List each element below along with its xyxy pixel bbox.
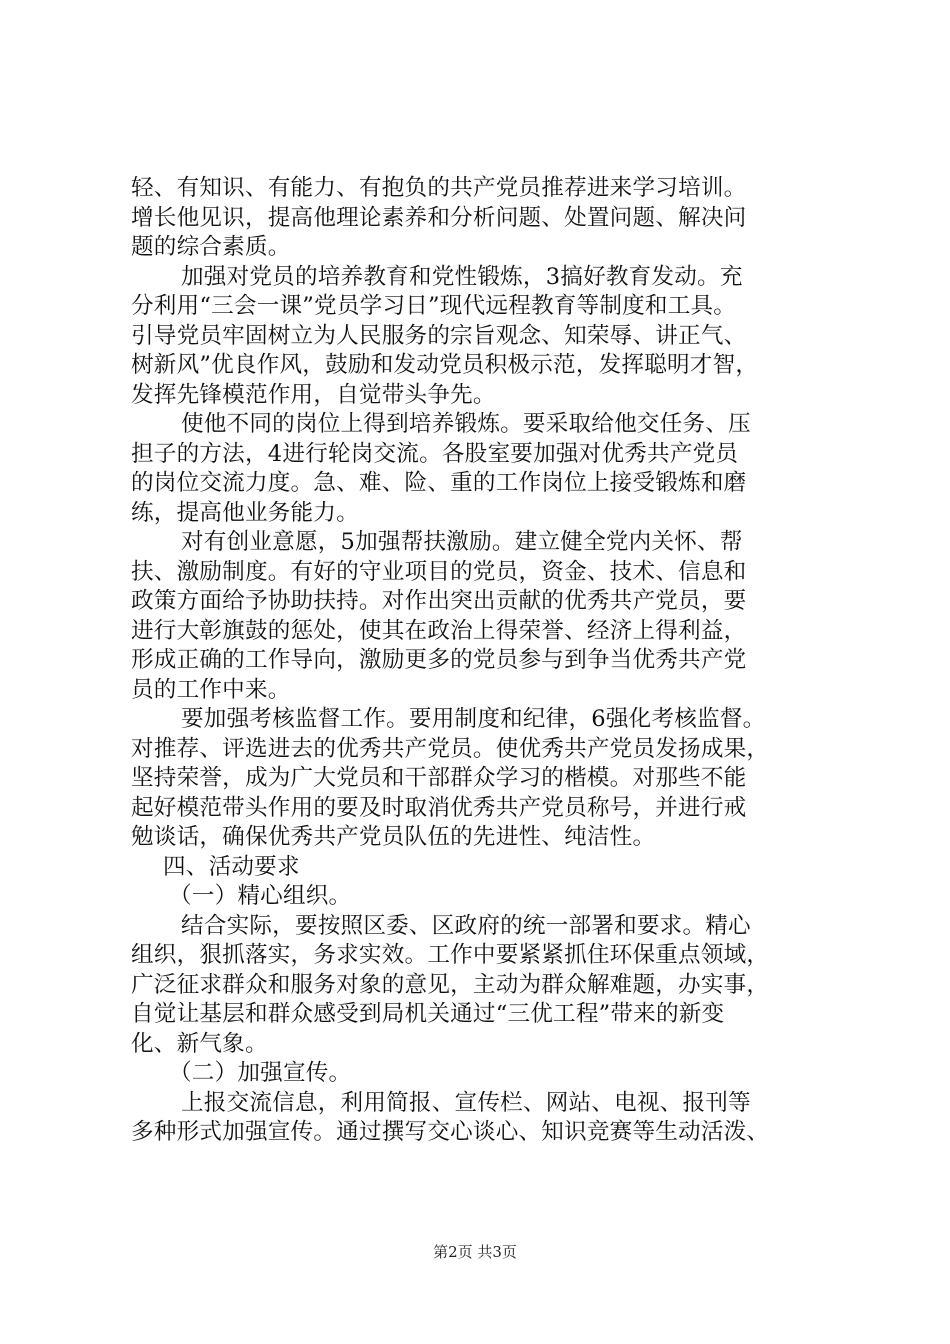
paragraph-first-line: 对有创业意愿，5加强帮扶激励。建立健全党内关怀、帮 xyxy=(181,529,743,555)
text-line: 轻、有知识、有能力、有抱负的共产党员推荐进来学习培训。 xyxy=(131,175,747,201)
paragraph-first-line: 使他不同的岗位上得到培养锻炼。要采取给他交任务、压 xyxy=(181,411,751,437)
text-line: 对推荐、评选进去的优秀共产党员。使优秀共产党员发扬成果， xyxy=(131,735,770,762)
text-line: 扶、激励制度。有好的守业项目的党员，资金、技术、信息和 xyxy=(131,558,747,585)
document-body xyxy=(131,174,847,1148)
text-line: 担子的方法，4进行轮岗交流。各股室要加强对优秀共产党员 xyxy=(131,440,739,467)
text-line: 发挥先锋模范作用，自觉带头争先。 xyxy=(131,381,496,408)
text-line: 化、新气象。 xyxy=(131,1030,268,1057)
paragraph-first-line: 上报交流信息，利用简报、宣传栏、网站、电视、报刊等 xyxy=(181,1089,751,1116)
text-line: 员的工作中来。 xyxy=(131,676,291,703)
text-line: 树新风”优良作风，鼓励和发动党员积极示范，发挥聪明才智， xyxy=(131,352,759,378)
page-footer: 第2页 共3页 xyxy=(433,1243,517,1261)
text-line: 起好模范带头作用的要及时取消优秀共产党员称号，并进行戒 xyxy=(131,794,747,821)
text-line: 政策方面给予协助扶持。对作出突出贡献的优秀共产党员，要 xyxy=(131,588,747,614)
text-line: 组织，狠抓落实，务求实效。工作中要紧紧抓住环保重点领域， xyxy=(131,942,770,968)
paragraph-first-line: 加强对党员的培养教育和党性锻炼，3搞好教育发动。充 xyxy=(181,263,743,290)
paragraph-first-line: 结合实际，要按照区委、区政府的统一部署和要求。精心 xyxy=(181,912,751,939)
text-line: 引导党员牢固树立为人民服务的宗旨观念、知荣辱、讲正气、 xyxy=(131,322,747,349)
section-heading: 四、活动要求 xyxy=(163,853,300,880)
text-line: 增长他见识，提高他理论素养和分析问题、处置问题、解决问 xyxy=(131,204,747,231)
text-line: 自觉让基层和群众感受到局机关通过“三优工程”带来的新变 xyxy=(131,1001,725,1027)
text-line: 的岗位交流力度。急、难、险、重的工作岗位上接受锻炼和磨 xyxy=(131,470,747,496)
text-line: 练，提高他业务能力。 xyxy=(131,499,359,526)
text-line: 题的综合素质。 xyxy=(131,234,291,260)
text-line: 多种形式加强宣传。通过撰写交心谈心、知识竞赛等生动活泼、 xyxy=(131,1119,770,1145)
text-line: 分利用“三会一课”党员学习日”现代远程教育等制度和工具。 xyxy=(131,293,737,319)
text-line: 勉谈话，确保优秀共产党员队伍的先进性、纯洁性。 xyxy=(131,824,656,850)
text-line: 坚持荣誉，成为广大党员和干部群众学习的楷模。对那些不能 xyxy=(131,765,747,791)
paragraph-first-line: 要加强考核监督工作。要用制度和纪律，6强化考核监督。 xyxy=(181,706,766,732)
text-line: 形成正确的工作导向，激励更多的党员参与到争当优秀共产党 xyxy=(131,647,747,673)
text-line: 进行大彰旗鼓的惩处，使其在政治上得荣誉、经济上得利益， xyxy=(131,617,747,644)
subsection-heading: （一）精心组织。 xyxy=(169,883,352,909)
subsection-heading: （二）加强宣传。 xyxy=(169,1060,352,1086)
text-line: 广泛征求群众和服务对象的意见，主动为群众解难题，办实事， xyxy=(131,971,770,998)
